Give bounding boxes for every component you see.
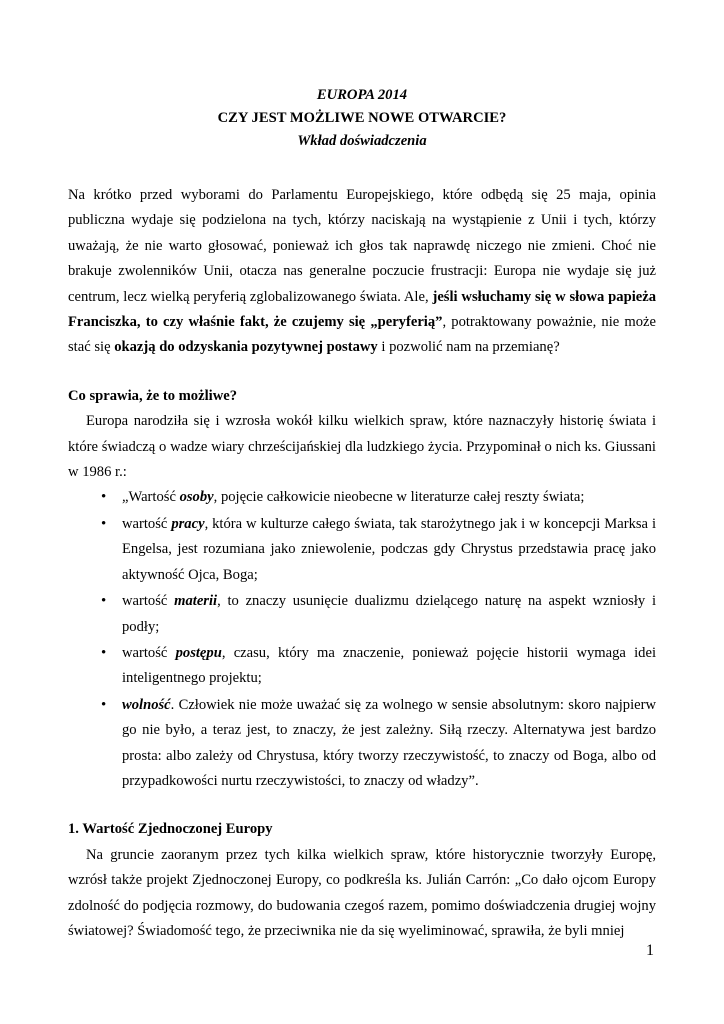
page-number: 1 (646, 942, 654, 959)
intro-text-1: Na krótko przed wyborami do Parlamentu Europejskiego, które odbędą się 25 maja, opinia publiczna wydaje się podzielona na tych, którzy naciskają na wystąpienie z Unii i tych, którzy uważają, że nie warto głosować, ponieważ ich głos tak naprawdę niczego nie zmieni. Choć nie brakuje zwolenników Unii, otacza nas generalne poczucie frustracji: Europa nie wydaje się już centrum, lecz wielką peryferią zglobalizowanego świata. Ale, (68, 187, 656, 305)
bullet-icon: • (101, 696, 107, 713)
bullet-icon: • (101, 489, 107, 506)
intro-text-3: i pozwolić nam na przemianę? (377, 339, 560, 356)
list-item (68, 512, 656, 588)
bullet-icon: • (101, 593, 107, 610)
list-item (68, 641, 656, 692)
item-keyword: materii (174, 593, 218, 610)
list-item (68, 485, 656, 510)
item-keyword: wolność (122, 696, 171, 713)
section-heading-possible: Co sprawia, że to możliwe? (68, 387, 238, 404)
item-text: wartość (122, 593, 175, 610)
spacer (68, 795, 656, 817)
values-list (68, 485, 656, 794)
item-text: , to znaczy usunięcie dualizmu dzielącego naturę na aspekt wzniosły i podły; (122, 593, 656, 635)
section-heading-united-europe: 1. Wartość Zjednoczonej Europy (68, 821, 273, 838)
item-text: , czasu, który ma znaczenie, ponieważ pojęcie historii wymaga idei inteligentnego projektu; (122, 644, 656, 687)
doc-title-question: CZY JEST MOŻLIWE NOWE OTWARCIE? (217, 110, 507, 126)
list-item (68, 693, 656, 795)
intro-bold-2: okazją do odzyskania pozytywnej postawy (114, 339, 378, 356)
item-text: , która w kulturze całego świata, tak starożytnego jak i w koncepcji Marksa i Engelsa, jest rozumiana jako zniewolenie, podczas gdy Chrystus przedstawia pracę jako aktywność Ojca, Boga; (122, 515, 657, 583)
item-keyword: postępu (175, 644, 222, 661)
document-page (68, 84, 656, 944)
item-text: „Wartość (122, 489, 180, 506)
intro-text-2: , potraktowany poważnie, nie może stać się (68, 314, 657, 356)
doc-title-year: EUROPA 2014 (316, 87, 408, 103)
item-keyword: pracy (171, 515, 205, 532)
spacer (68, 153, 656, 183)
item-text: wartość (122, 644, 176, 661)
intro-bold-1: jeśli wsłuchamy się w słowa papieża Franciszka, to czy właśnie fakt, że czujemy się „peryferią” (68, 288, 656, 331)
bullet-icon: • (101, 644, 107, 661)
list-item (68, 589, 656, 640)
item-keyword: osoby (179, 489, 214, 506)
spacer (68, 361, 656, 384)
item-text: . Człowiek nie może uważać się za wolnego w sensie absolutnym: skoro najpierw go nie było, a teraz jest, to znaczy, że jest zależny. Siłą rzeczy. Alternatywa jest bardzo prosta: albo zależy od Chrystusa, który tworzy rzeczywistość, to znaczy od Boga, albo od przypadkowości nurtu rzeczywistości, to znaczy od władzy”. (122, 696, 656, 789)
bullet-icon: • (101, 515, 107, 532)
item-text: , pojęcie całkowicie nieobecne w literaturze całej reszty świata; (213, 489, 585, 506)
section-paragraph-united-europe: Na gruncie zaoranym przez tych kilka wielkich spraw, które historycznie tworzyły Europę, wzrósł także projekt Zjednoczonej Europy, co podkreśla ks. Julián Carrón: „Co dało ojcom Europy zdolność do podjęcia rozmowy, do budowania czegoś razem, pomimo doświadczenia drugiej wojny światowej? Świadomość tego, że przeciwnika nie da się wyeliminować, sprawiła, że byli mniej (68, 846, 656, 939)
section-paragraph-europe: Europa narodziła się i wzrosła wokół kilku wielkich spraw, które naznaczyły historię świata i które świadczą o wadze wiary chrześcijańskiej dla ludzkiego życia. Przypominał o nich ks. Giussani w 1986 r.: (68, 413, 656, 481)
doc-subtitle: Wkład doświadczenia (297, 133, 427, 149)
intro-paragraph (68, 183, 656, 361)
item-text: wartość (122, 515, 172, 532)
